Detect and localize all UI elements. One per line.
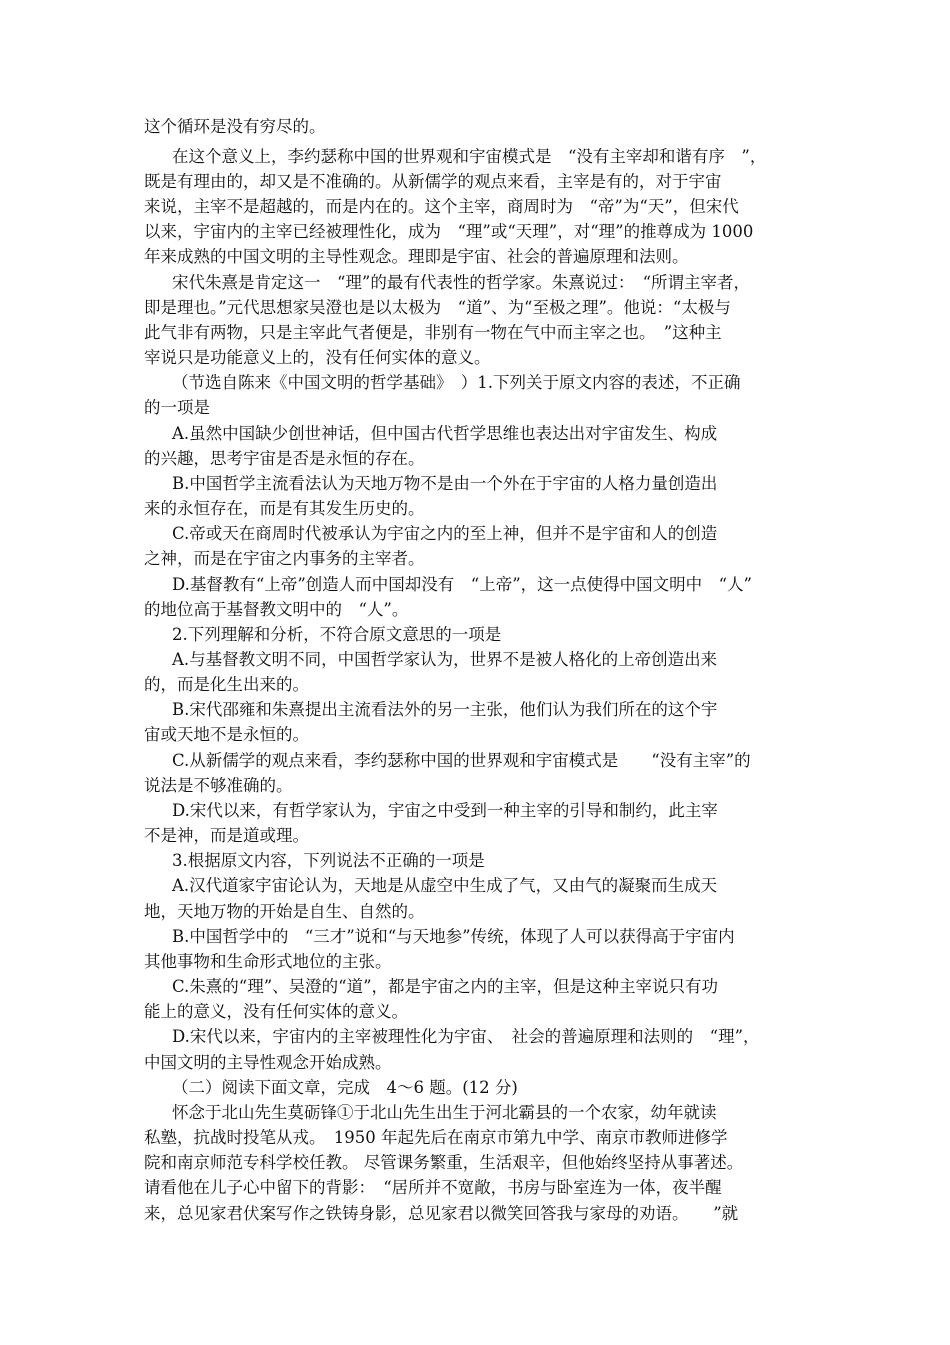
text-line: C.帝或天在商周时代被承认为宇宙之内的至上神，但并不是宇宙和人的创造 <box>172 524 718 543</box>
text-line: 其他事物和生命形式地位的主张。 <box>144 952 392 971</box>
text-line: 私塾，抗战时投笔从戎。 1950 年起先后在南京市第九中学、南京市教师进修学 <box>144 1128 728 1147</box>
text-line: A.虽然中国缺少创世神话，但中国古代哲学思维也表达出对宇宙发生、构成 <box>172 424 718 443</box>
text-line: 在这个意义上，李约瑟称中国的世界观和宇宙模式是 “没有主宰却和谐有序 ”， <box>172 147 767 166</box>
text-line: 怀念于北山先生莫砺锋①于北山先生出生于河北霸县的一个农家，幼年就读 <box>172 1103 717 1122</box>
text-line: 来，总见家君伏案写作之铁铸身影，总见家君以微笑回答我与家母的劝语。 ”就 <box>144 1204 739 1223</box>
text-line: 请看他在儿子心中留下的背影： “居所并不宽敞，书房与卧室连为一体，夜半醒 <box>144 1178 722 1197</box>
text-line: 宙或天地不是永恒的。 <box>144 725 309 744</box>
text-line: 这个循环是没有穷尽的。 <box>144 117 326 136</box>
text-line: 不是神，而是道或理。 <box>144 826 309 845</box>
text-line: 中国文明的主导性观念开始成熟。 <box>144 1053 392 1072</box>
text-line: 之神，而是在宇宙之内事务的主宰者。 <box>144 549 425 568</box>
text-line: C.从新儒学的观点来看，李约瑟称中国的世界观和宇宙模式是 “没有主宰”的 <box>172 751 751 770</box>
text-line: 来的永恒存在，而是有其发生历史的。 <box>144 499 425 518</box>
text-line: 的地位高于基督教文明中的 “人”。 <box>144 600 409 619</box>
text-line: 的一项是 <box>144 398 210 417</box>
text-line: 宋代朱熹是肯定这一 “理”的最有代表性的哲学家。朱熹说过： “所谓主宰者， <box>172 273 751 292</box>
text-line: D.基督教有“上帝”创造人而中国却没有 “上帝”，这一点使得中国文明中 “人” <box>172 575 752 594</box>
text-line: 以来，宇宙内的主宰已经被理性化，成为 “理”或“天理”，对“理”的推尊成为 1000 <box>144 222 754 241</box>
text-line: B.中国哲学中的 “三才”说和“与天地参”传统，体现了人可以获得高于宇宙内 <box>172 927 735 946</box>
text-line: 院和南京师范专科学校任教。 尽管课务繁重，生活艰辛，但他始终坚持从事著述。 <box>144 1153 744 1172</box>
text-line: 此气非有两物，只是主宰此气者便是，非别有一物在气中而主宰之也。 ”这种主 <box>144 323 722 342</box>
text-line: A.汉代道家宇宙论认为，天地是从虚空中生成了气，又由气的凝聚而生成天 <box>172 876 718 895</box>
text-line: （节选自陈来《中国文明的哲学基础》 ）1.下列关于原文内容的表述，不正确 <box>172 373 741 392</box>
text-line: 既是有理由的，却又是不准确的。从新儒学的观点来看，主宰是有的，对于宇宙 <box>144 172 722 191</box>
text-line: 的，而是化生出来的。 <box>144 675 309 694</box>
text-line: 的兴趣，思考宇宙是否是永恒的存在。 <box>144 449 425 468</box>
text-line: 3.根据原文内容，下列说法不正确的一项是 <box>172 851 485 870</box>
text-line: 宰说只是功能意义上的，没有任何实体的意义。 <box>144 348 491 367</box>
text-line: B.中国哲学主流看法认为天地万物不是由一个外在于宇宙的人格力量创造出 <box>172 474 718 493</box>
text-line: 说法是不够准确的。 <box>144 776 293 795</box>
text-line: A.与基督教文明不同，中国哲学家认为，世界不是被人格化的上帝创造出来 <box>172 650 718 669</box>
text-line: C.朱熹的“理”、吴澄的“道”，都是宇宙之内的主宰，但是这种主宰说只有功 <box>172 977 719 996</box>
text-line: 2.下列理解和分析，不符合原文意思的一项是 <box>172 625 502 644</box>
text-line: D.宋代以来，宇宙内的主宰被理性化为宇宙、 社会的普遍原理和法则的 “理”， <box>172 1027 760 1046</box>
text-line: 能上的意义，没有任何实体的意义。 <box>144 1002 408 1021</box>
text-line: 年来成熟的中国文明的主导性观念。理即是宇宙、社会的普遍原理和法则。 <box>144 247 689 266</box>
text-line: B.宋代邵雍和朱熹提出主流看法外的另一主张，他们认为我们所在的这个宇 <box>172 700 718 719</box>
text-line: （二）阅读下面文章，完成 4～6 题。(12 分) <box>172 1078 518 1097</box>
text-line: D.宋代以来，有哲学家认为，宇宙之中受到一种主宰的引导和制约，此主宰 <box>172 801 718 820</box>
text-line: 地，天地万物的开始是自生、自然的。 <box>144 902 425 921</box>
text-line: 来说，主宰不是超越的，而是内在的。这个主宰，商周时为 “帝”为“天”，但宋代 <box>144 197 739 216</box>
text-line: 即是理也。”元代思想家吴澄也是以太极为 “道”、为“至极之理”。他说：“太极与 <box>144 298 731 317</box>
